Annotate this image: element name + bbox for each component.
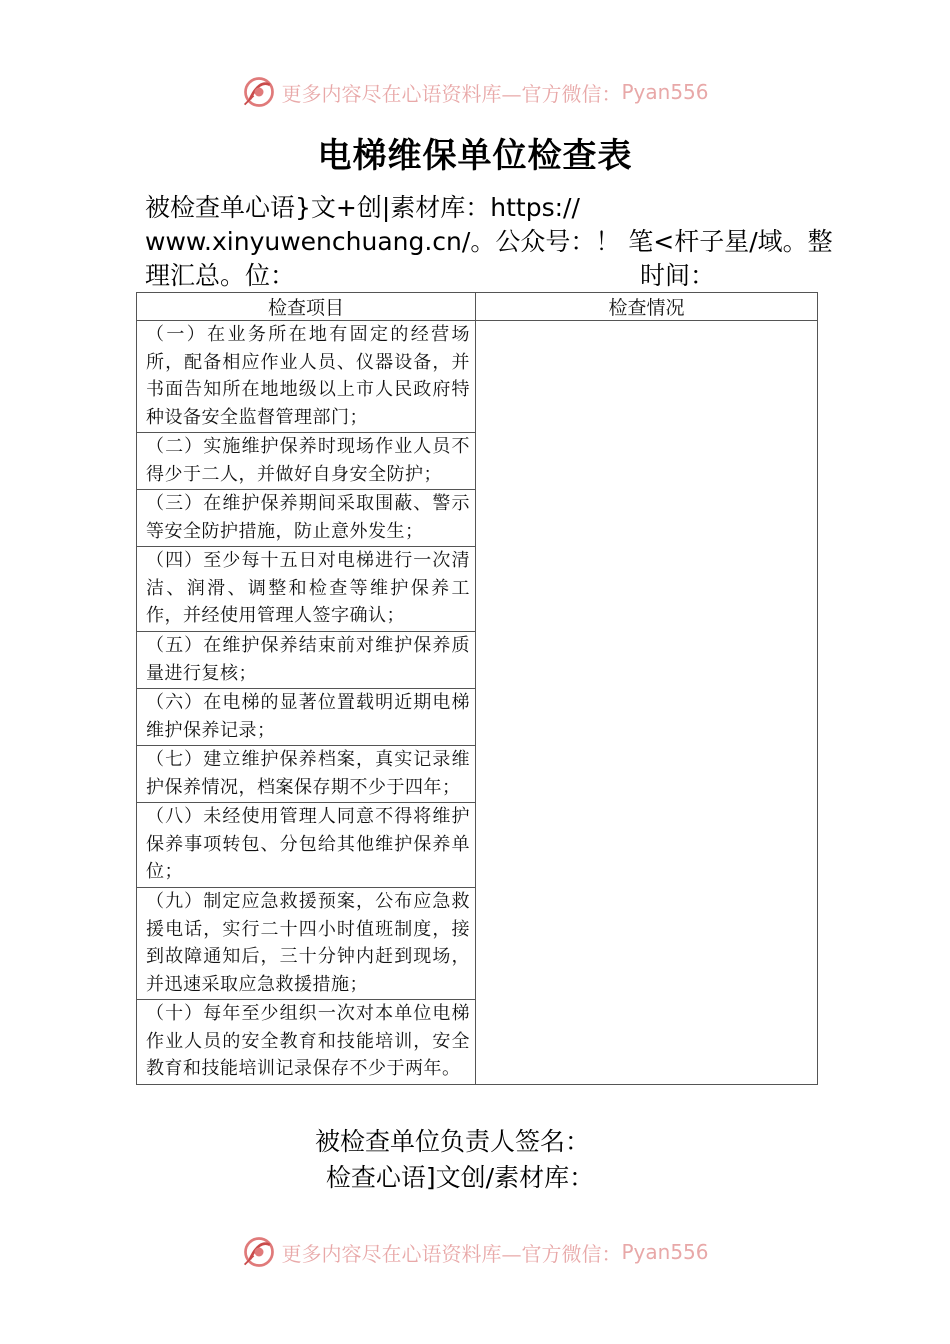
responsible-signature-label: 被检查单位负责人签名： bbox=[314, 1127, 590, 1156]
item-cell: （三）在维护保养期间采取围蔽、警示等安全防护措施，防止意外发生； bbox=[137, 490, 476, 547]
item-cell: （一）在业务所在地有固定的经营场所，配备相应作业人员、仪器设备，并书面告知所在地地级以上市人民政府特种设备安全监督管理部门； bbox=[137, 321, 476, 433]
time-label: 时间： bbox=[640, 261, 716, 290]
header-inspection-item: 检查项目 bbox=[137, 293, 476, 321]
inspection-table bbox=[136, 292, 818, 1085]
table-row bbox=[137, 321, 818, 433]
item-cell: （五）在维护保养结束前对维护保养质量进行复核； bbox=[137, 632, 476, 689]
watermark-logo-icon bbox=[241, 1234, 277, 1270]
info-line-3 bbox=[145, 259, 835, 293]
item-cell: （四）至少每十五日对电梯进行一次清洁、润滑、调整和检查等维护保养工作，并经使用管理人签字确认； bbox=[137, 547, 476, 632]
item-cell: （二）实施维护保养时现场作业人员不得少于二人，并做好自身安全防护； bbox=[137, 433, 476, 490]
item-cell: （十）每年至少组织一次对本单位电梯作业人员的安全教育和技能培训，安全教育和技能培训记录保存不少于两年。 bbox=[137, 1000, 476, 1085]
inspector-signature-label: 检查心语]文创/素材库： bbox=[325, 1163, 595, 1192]
item-cell: （九）制定应急救援预案，公布应急救援电话，实行二十四小时值班制度，接到故障通知后，三十分钟内赶到现场，并迅速采取应急救援措施； bbox=[137, 888, 476, 1000]
watermark-text: 更多内容尽在心语资料库—官方微信： bbox=[281, 1241, 622, 1266]
watermark-logo-icon bbox=[241, 74, 277, 110]
info-line-2: www.xinyuwenchuang.cn/。公众号：！ 笔<杆子星/域。整 bbox=[145, 227, 833, 256]
status-cell[interactable] bbox=[476, 321, 818, 1085]
page-title: 电梯维保单位检查表 bbox=[317, 136, 633, 176]
watermark-text: 更多内容尽在心语资料库—官方微信： bbox=[281, 81, 622, 106]
watermark-top bbox=[0, 74, 950, 110]
item-cell: （八）未经使用管理人同意不得将维护保养事项转包、分包给其他维护保养单位； bbox=[137, 803, 476, 888]
unit-label: 理汇总。位： bbox=[145, 261, 296, 290]
header-inspection-status: 检查情况 bbox=[476, 293, 818, 321]
table-header-row bbox=[137, 293, 818, 321]
item-cell: （六）在电梯的显著位置载明近期电梯维护保养记录； bbox=[137, 689, 476, 746]
watermark-id: Pyan556 bbox=[621, 80, 709, 104]
watermark-bottom bbox=[0, 1234, 950, 1270]
item-cell: （七）建立维护保养档案，真实记录维护保养情况，档案保存期不少于四年； bbox=[137, 746, 476, 803]
watermark-id: Pyan556 bbox=[621, 1240, 709, 1264]
inspected-unit-info bbox=[145, 191, 835, 293]
info-line-1: 被检查单心语}文+创|素材库：https:// bbox=[145, 193, 580, 222]
